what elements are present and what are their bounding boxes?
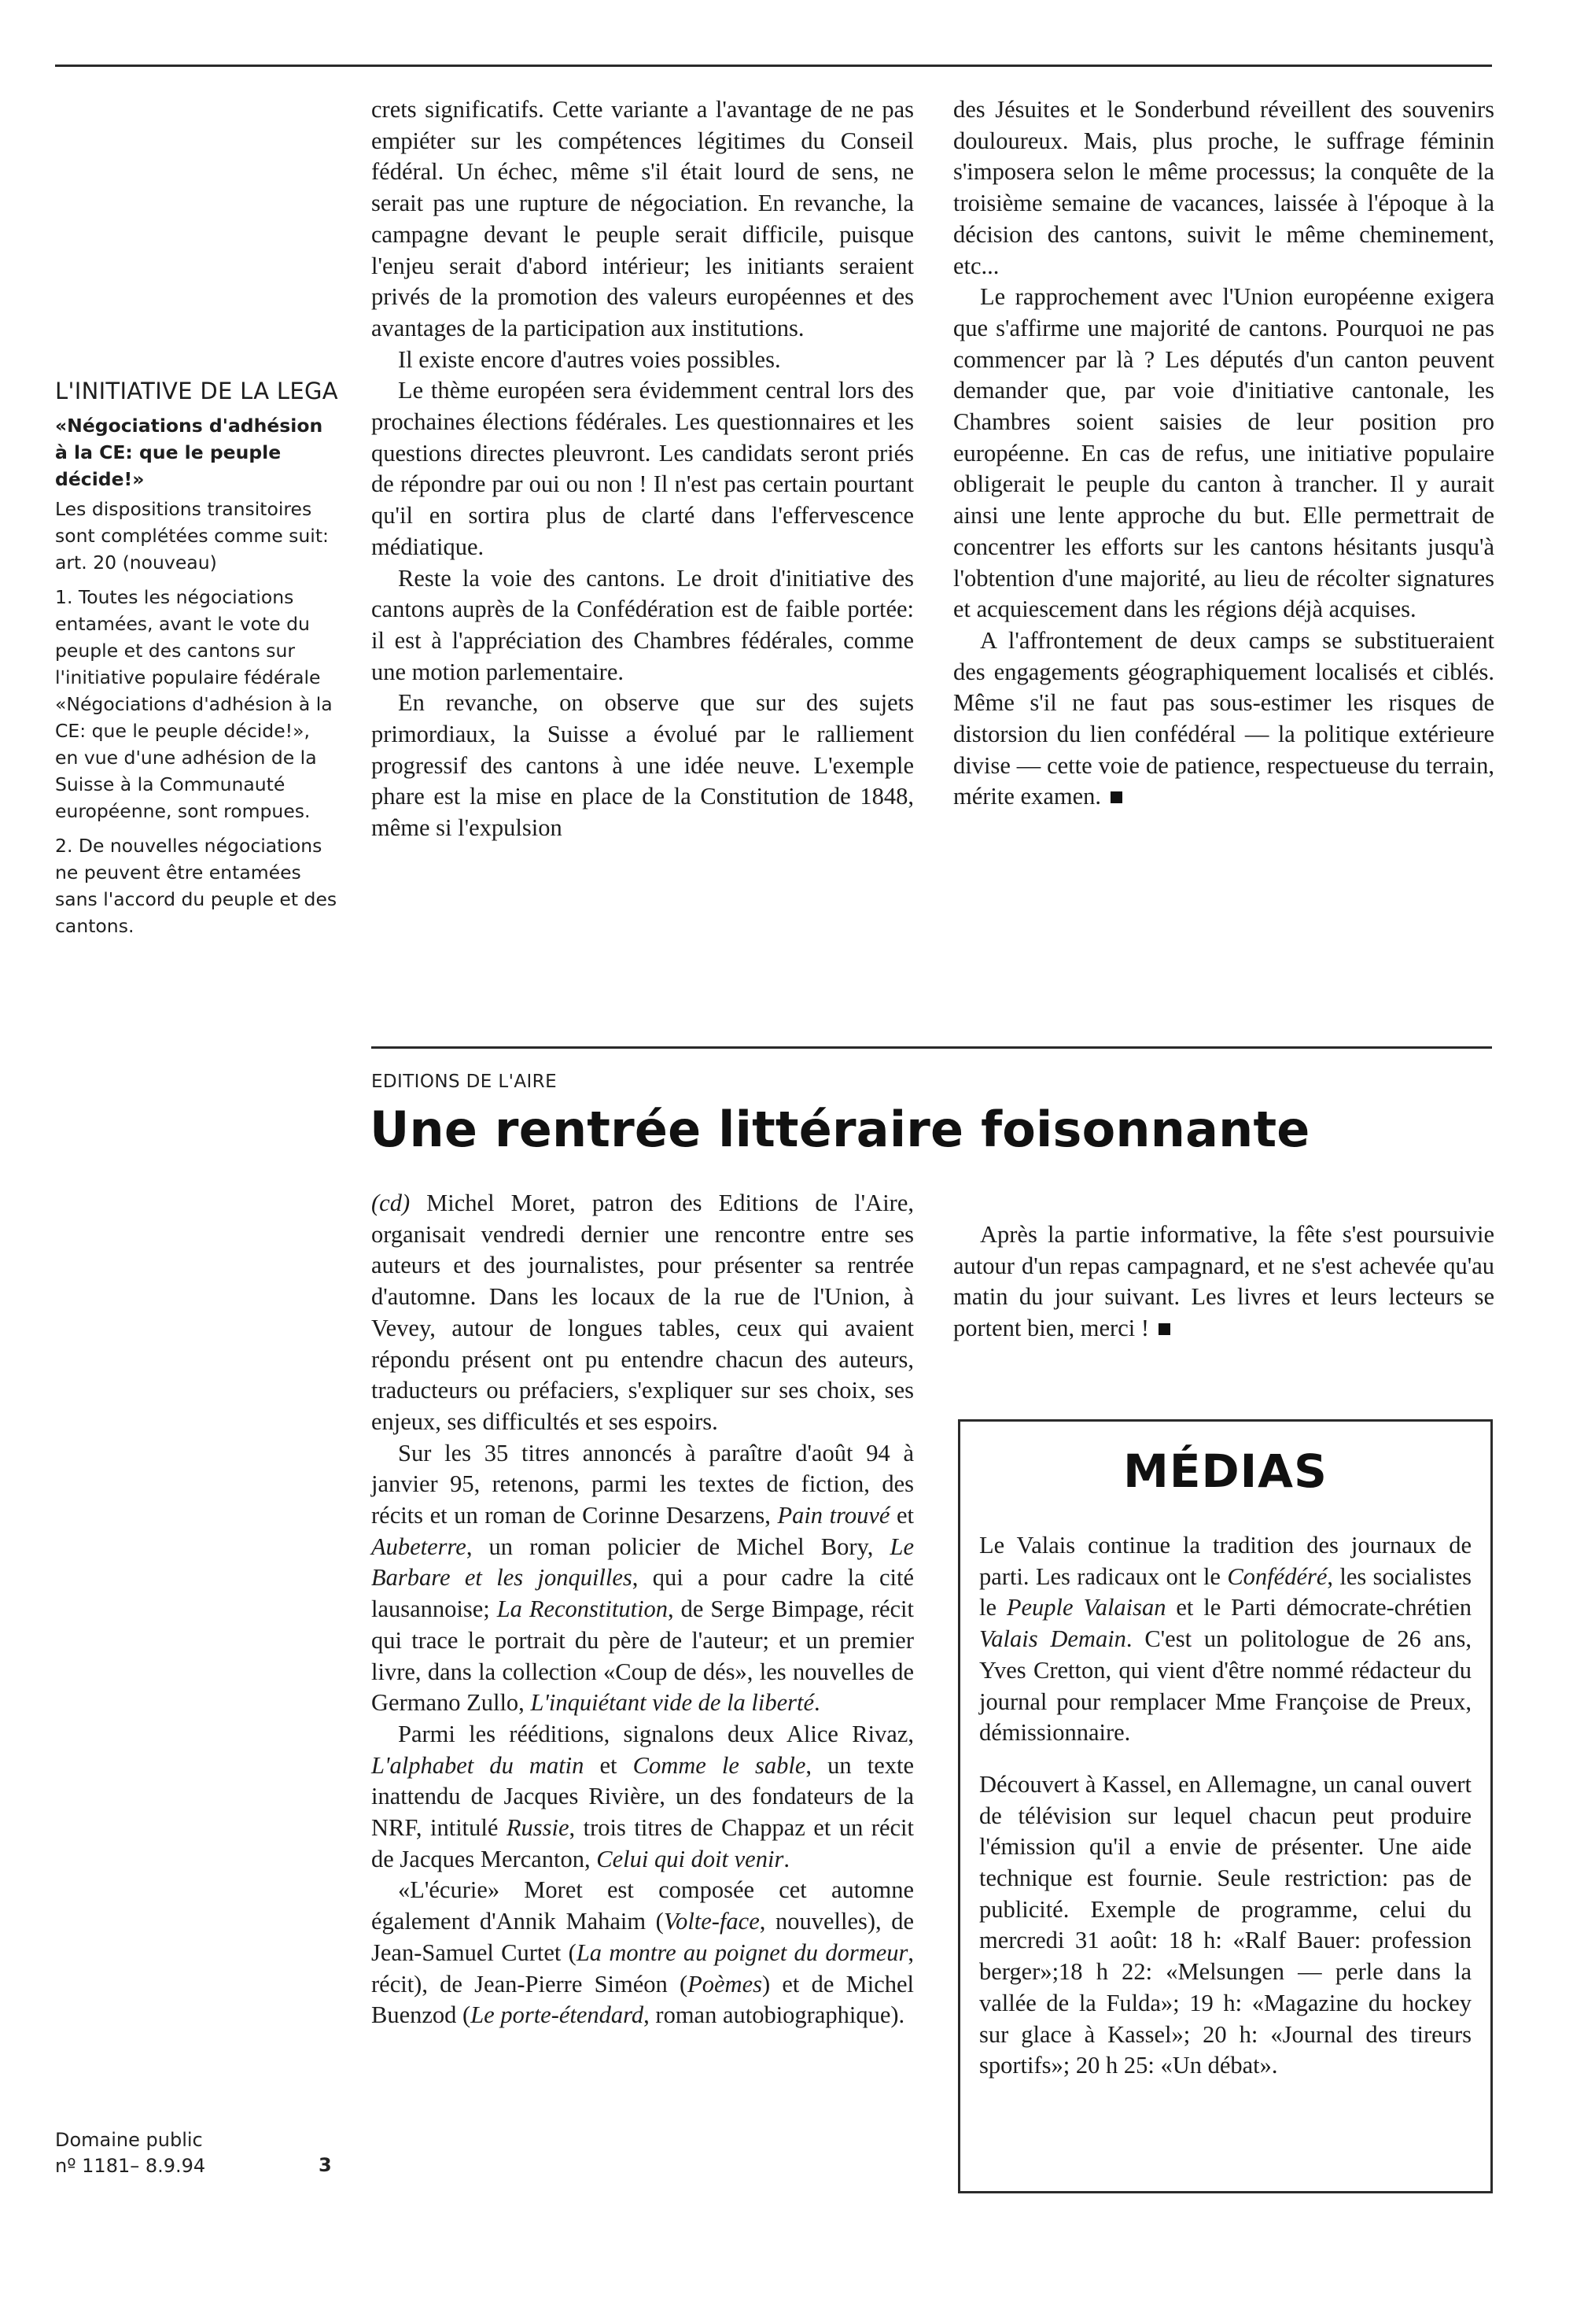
text: , nouvelles), de Jean-Samuel Curtet ( [371, 1908, 914, 1966]
paragraph: Le thème européen sera évidemment central lors des prochaines élections fédérales. Les questionnaires et les questions directes pleuvront. Les candidats seront priés de répondre par oui ou non ! Il n'est pas certain pourtant qu'il en sortira plus de clarté dans l'effervescence médiatique. [371, 377, 914, 560]
sidebar-point-1: 1. Toutes les négociations entamées, avant le vote du peuple et des cantons sur l'initiative populaire fédérale «Négociations d'adhésion à la CE: que le peuple décide!», en vue d'une adhésion de la Suisse à la Communauté européenne, sont rompues. [55, 586, 333, 822]
paragraph-text: Après la partie informative, la fête s'est poursuivie autour d'un repas campagnard, et ne s'est achevée qu'au matin du jour suivant. Les livres et leurs lecteurs se portent bien, merci ! [953, 1221, 1494, 1342]
text: , trois titres de Chappaz et un récit de Jacques Mercanton, [371, 1814, 914, 1872]
book-title: Celui qui doit venir [596, 1845, 784, 1872]
book-title: Russie [506, 1814, 569, 1842]
text: et [584, 1751, 633, 1779]
paragraph: Reste la voie des cantons. Le droit d'initiative des cantons auprès de la Confédération est de faible portée: il est à l'appréciation des Chambres fédérales, comme une motion parlementaire. [371, 564, 914, 685]
text: Le Valais continue la tradition des journaux de parti. Les radicaux ont le [979, 1532, 1472, 1590]
sidebar-title: L'INITIATIVE DE LA LEGA [55, 378, 338, 404]
newspaper-title: Valais Demain [979, 1625, 1126, 1653]
text: «L'écurie» Moret est composée cet automne également d'Annik Mahaim ( [371, 1876, 914, 1935]
book-title: Poèmes [687, 1970, 762, 1998]
paragraph: En revanche, on observe que sur des sujets primordiaux, la Suisse a évolué par le ralliement progressif des cantons à une idée neuve. L'exemple phare est la mise en place de la Constitution de 1848, même si l'expulsion [371, 689, 914, 842]
article-1-column-2 [953, 94, 1494, 813]
newspaper-title: Peuple Valaisan [1006, 1594, 1166, 1621]
text: et [890, 1502, 915, 1529]
text: Sur les 35 titres annoncés à paraître d'août 94 à janvier 95, retenons, parmi les textes de fiction, des récits et un roman de Corinne Desarzens, [371, 1439, 914, 1529]
article-2-column-1 [371, 1188, 914, 2031]
paragraph-text: Michel Moret, patron des Editions de l'Aire, organisait vendredi dernier une rencontre entre ses auteurs et des journalistes, pour présenter sa rentrée d'automne. Dans les locaux de la rue de l'Union, à Vevey, autour de longues tables, ceux qui avaient répondu présent ont pu entendre chacun des auteurs, traducteurs ou préfaciers, s'expliquer sur ses choix, ses enjeux, ses difficultés et ses espoirs. [371, 1190, 914, 1435]
sidebar-subtitle: «Négociations d'adhésion à la CE: que le peuple décide!» [55, 415, 323, 490]
paragraph: Il existe encore d'autres voies possibles. [398, 345, 781, 373]
book-title: Le Barbare et les jonquilles [371, 1533, 914, 1592]
book-title: La Reconstitution [496, 1595, 669, 1623]
kicker: EDITIONS DE L'AIRE [371, 1072, 557, 1092]
text: , récit), de Jean-Pierre Siméon ( [371, 1939, 915, 1998]
text: ) et de Michel Buenzod ( [371, 1970, 914, 2029]
text: , un roman policier de Michel Bory, [466, 1533, 890, 1560]
text: , les socialistes le [979, 1562, 1472, 1621]
publication-name: Domaine public [55, 2129, 203, 2151]
paragraph [371, 1875, 914, 2031]
text: . [783, 1845, 790, 1872]
text: Parmi les rééditions, signalons deux Alice Rivaz, [398, 1720, 914, 1747]
footer [55, 2127, 205, 2179]
paragraph-text: A l'affrontement de deux camps se substitueraient des engagements géographiquement localisés et ciblés. Même s'il ne faut pas sous-estimer les risques de distorsion du lien confédéral — la politique extérieure divise — cette voie de patience, respectueuse du terrain, mérite examen. [953, 626, 1494, 810]
paragraph [979, 1530, 1472, 1749]
book-title: Le porte-étendard [470, 2001, 644, 2029]
sidebar-point-2: 2. De nouvelles négociations ne peuvent être entamées sans l'accord du peuple et des cantons. [55, 835, 337, 937]
text: , qui a pour cadre la cité lausannoise; [371, 1564, 914, 1623]
paragraph: crets significatifs. Cette variante a l'avantage de ne pas empiéter sur les compétences légitimes du Conseil fédéral. Un échec, même s'il était lourd de sens, ne serait pas une rupture de négociation. En revanche, la campagne devant le peuple serait difficile, puisque l'enjeu serait d'abord intérieur; les initiants seraient privés de la promotion des valeurs européennes et des avantages de la participation aux institutions. [371, 96, 914, 341]
paragraph: Le rapprochement avec l'Union européenne exigera que s'affirme une majorité de cantons. Pourquoi ne pas commencer par là ? Les députés d'un canton peuvent demander que, par voie d'initiative cantonale, les Chambres soient saisies de leur position pro européenne. En cas de refus, une initiative populaire obligerait le peuple du canton à trancher. Il y aurait ainsi une lente approche du but. Elle permettrait de concentrer les efforts sur les cantons hésitants jusqu'à l'obtention d'une majorité, au lieu de récolter signatures et acquiescement dans les régions déjà acquises. [953, 283, 1494, 623]
text: . C'est un politologue de 26 ans, Yves Cretton, qui vient d'être nommé rédacteur du journal pour remplacer Mme Françoise de Preux, démissionnaire. [979, 1625, 1472, 1747]
text: , roman autobiographique). [643, 2001, 905, 2029]
book-title: L'alphabet du matin [371, 1751, 584, 1779]
headline: Une rentrée littéraire foisonnante [370, 1101, 1310, 1158]
book-title: Volte-face [663, 1908, 760, 1935]
paragraph: Découvert à Kassel, en Allemagne, un canal ouvert de télévision sur lequel chacun peut produire l'émission qu'il a envie de présenter. Une aide technique est fournie. Seule restriction: pas de publicité. Exemple de programme, celui du mercredi 31 août: 18 h: «Ralf Bauer: profession berger»;18 h 22: «Melsungen — perle dans la vallée de la Fulda»; 19 h: «Magazine du hockey sur glace à Kassel»; 20 h: «Journal des tireurs sportifs»; 20 h 25: «Un débat». [979, 1770, 1472, 2079]
medias-box [958, 1419, 1493, 2193]
end-mark-icon [1111, 791, 1122, 803]
paragraph [953, 1219, 1494, 1345]
issue-number: nº 1181– 8.9.94 [55, 2155, 206, 2177]
paragraph [953, 625, 1494, 813]
paragraph: des Jésuites et le Sonderbund réveillent des souvenirs douloureux. Mais, plus proche, le suffrage féminin s'imposera selon le même processus; la conquête de la troisième semaine de vacances, laissée à l'époque à la décision des cantons, suivit le même cheminement, etc... [953, 96, 1494, 279]
book-title: Aubeterre [371, 1533, 466, 1560]
top-rule [55, 65, 1492, 67]
article-2-column-2 [953, 1219, 1494, 1345]
text: . [814, 1689, 820, 1717]
text: , de Serge Bimpage, récit qui trace le portrait du père de l'auteur; et un premier livre, dans la collection «Coup de dés», les nouvelles de Germano Zullo, [371, 1595, 914, 1717]
book-title: Comme le sable [632, 1751, 806, 1779]
book-title: Pain trouvé [777, 1502, 890, 1529]
author-initials: (cd) [371, 1190, 411, 1216]
article-1-column-1 [371, 94, 914, 844]
paragraph [371, 1438, 914, 1719]
section-rule [371, 1046, 1492, 1049]
page-number: 3 [319, 2154, 332, 2176]
paragraph [371, 1719, 914, 1876]
text: et le Parti démocrate-chrétien [1166, 1594, 1472, 1621]
end-mark-icon [1159, 1323, 1170, 1335]
newspaper-title: Confédéré [1227, 1562, 1328, 1590]
paragraph [371, 1188, 914, 1438]
sidebar-lega-initiative [55, 376, 338, 947]
book-title: La montre au poignet du dormeur [576, 1939, 908, 1966]
sidebar-intro: Les dispositions transitoires sont complétées comme suit: art. 20 (nouveau) [55, 498, 329, 574]
text: , un texte inattendu de Jacques Rivière, un des fondateurs de la NRF, intitulé [371, 1751, 915, 1842]
medias-title: MÉDIAS [1123, 1444, 1328, 1498]
book-title: L'inquiétant vide de la liberté [530, 1689, 815, 1717]
